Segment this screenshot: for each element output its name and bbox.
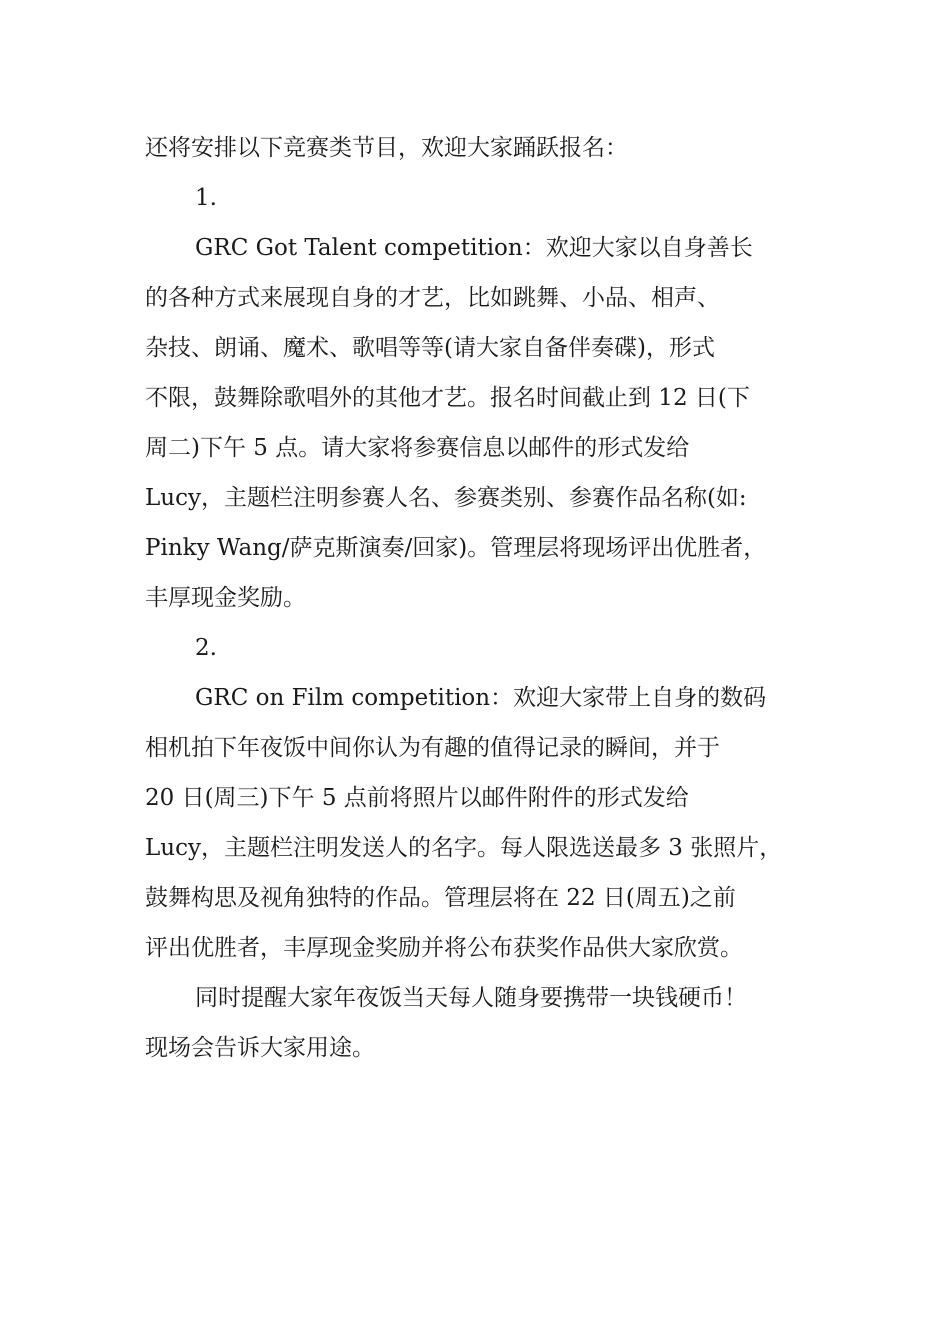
item-2-line: 20 日(周三)下午 5 点前将照片以邮件附件的形式发给	[145, 785, 689, 811]
item-2-line: 鼓舞构思及视角独特的作品。管理层将在 22 日(周五)之前	[145, 885, 736, 911]
item-1-line: 丰厚现金奖励。	[145, 585, 306, 611]
item-1-line: 周二)下午 5 点。请大家将参赛信息以邮件的形式发给	[145, 435, 690, 461]
item-2-line: 评出优胜者，丰厚现金奖励并将公布获奖作品供大家欣赏。	[145, 935, 743, 961]
item-1-line: Pinky Wang/萨克斯演奏/回家)。管理层将现场评出优胜者，	[145, 535, 767, 561]
document-body	[145, 123, 825, 1073]
item-1-line: 不限，鼓舞除歌唱外的其他才艺。报名时间截止到 12 日(下	[145, 385, 750, 411]
item-1-line: 的各种方式来展现自身的才艺，比如跳舞、小品、相声、	[145, 285, 720, 311]
item-1-line: 杂技、朗诵、魔术、歌唱等等(请大家自备伴奏碟)，形式	[145, 335, 715, 361]
item-1-line: Lucy，主题栏注明参赛人名、参赛类别、参赛作品名称(如:	[145, 485, 747, 511]
reminder-line: 现场会告诉大家用途。	[145, 1035, 375, 1061]
item-2-line: 相机拍下年夜饭中间你认为有趣的值得记录的瞬间，并于	[145, 735, 720, 761]
item-number-2: 2.	[195, 635, 217, 661]
item-1-line: GRC Got Talent competition：欢迎大家以自身善长	[195, 235, 753, 261]
intro-line: 还将安排以下竞赛类节目，欢迎大家踊跃报名：	[145, 135, 628, 161]
item-2-line: GRC on Film competition：欢迎大家带上自身的数码	[195, 685, 767, 711]
item-number-1: 1.	[195, 185, 217, 211]
reminder-line: 同时提醒大家年夜饭当天每人随身要携带一块钱硬币！	[195, 985, 747, 1011]
item-2-line: Lucy，主题栏注明发送人的名字。每人限选送最多 3 张照片，	[145, 835, 783, 861]
